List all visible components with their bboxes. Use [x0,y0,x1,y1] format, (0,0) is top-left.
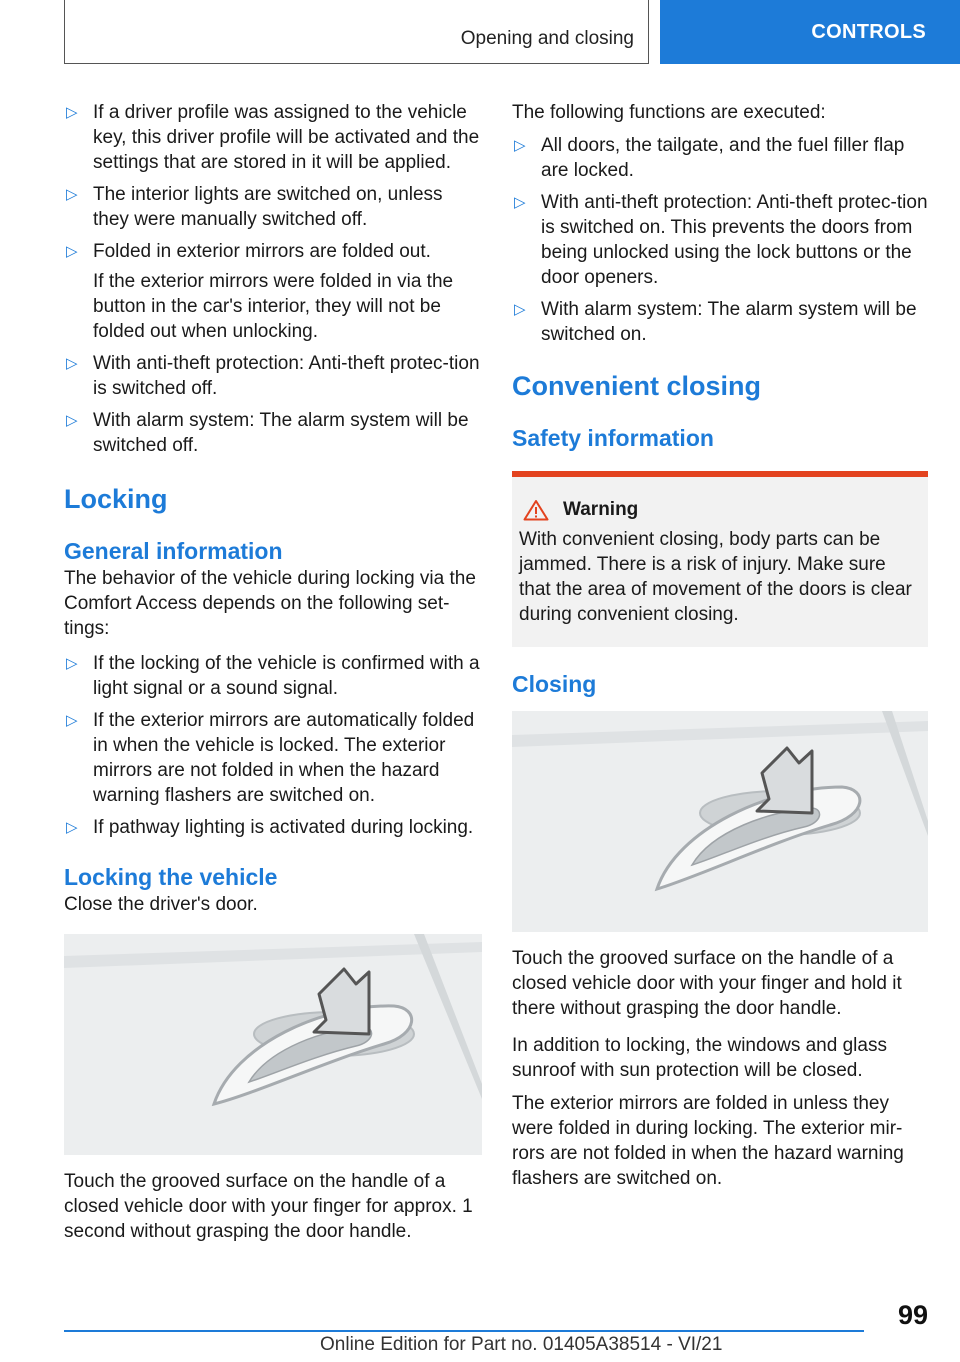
closing-handle-illustration [512,711,928,932]
locking-heading: Locking [64,484,168,514]
triangle-right-icon: ▷ [66,186,78,203]
triangle-right-icon: ▷ [66,412,78,429]
triangle-right-icon: ▷ [66,655,78,672]
list-item: ▷ With anti-theft protection: Anti-theft protec-tion is switched off. [66,353,480,399]
warning-header [519,499,914,521]
door-handle-illustration [64,934,482,1155]
locking-settings-list [64,651,482,840]
header-section-box [64,0,649,64]
left-column [64,100,482,1244]
unlock-effects-list [64,100,482,264]
triangle-right-icon: ▷ [514,137,526,154]
general-info-text: The behavior of the vehicle during locking via the Comfort Access depends on the following set-tings: [64,568,476,639]
page-number: 99 [897,1300,928,1330]
list-item: ▷ Folded in exterior mirrors are folded out. [66,241,431,262]
functions-intro: The following functions are executed: [512,102,826,123]
door-handle-figure [64,934,482,1155]
list-item: ▷ If the exterior mirrors are automatically folded in when the vehicle is locked. The exterior mirrors are not folded in when the hazard warning flashers are switched on. [66,710,475,806]
triangle-right-icon: ▷ [66,712,78,729]
list-item: ▷ If a driver profile was assigned to the vehicle key, this driver profile will be activated and the settings that are stored in it will be applied. [66,102,480,173]
warning-triangle-icon [523,499,549,521]
list-item: ▷ With alarm system: The alarm system will be switched on. [514,299,917,345]
safety-info-heading: Safety information [512,425,714,451]
right-column [512,100,928,1191]
mirror-note: If the exterior mirrors were folded in via the button in the car's interior, they will not be folded out when unlocking. [93,271,454,342]
list-item: ▷ All doors, the tailgate, and the fuel filler flap are locked. [514,135,905,181]
list-item: ▷ With anti-theft protection: Anti-theft protec-tion is switched on. This prevents the doors from being unlocked using the lock buttons or the door openers. [514,192,928,288]
triangle-right-icon: ▷ [66,243,78,260]
locking-vehicle-heading: Locking the vehicle [64,864,278,890]
list-item: ▷ With alarm system: The alarm system will be switched off. [66,410,469,456]
warning-title: Warning [563,499,639,520]
triangle-right-icon: ▷ [66,819,78,836]
triangle-right-icon: ▷ [66,355,78,372]
locking-vehicle-text: Close the driver's door. [64,894,258,915]
footer-divider [64,1330,864,1332]
list-item: ▷ If pathway lighting is activated during locking. [66,817,474,838]
list-item: ▷ The interior lights are switched on, unless they were manually switched off. [66,184,443,230]
closing-heading: Closing [512,671,597,697]
general-info-heading: General information [64,538,283,564]
closing-windows-text: In addition to locking, the windows and glass sunroof with sun protection will be closed. [512,1035,887,1081]
triangle-right-icon: ▷ [514,194,526,211]
triangle-right-icon: ▷ [66,104,78,121]
warning-box [512,471,928,647]
locking-figure-caption: Touch the grooved surface on the handle of a closed vehicle door with your finger for approx. 1 second without grasping the door handle. [64,1171,473,1242]
list-item: ▷ If the locking of the vehicle is confirmed with a light signal or a sound signal. [66,653,480,699]
lock-functions-list [512,133,928,347]
section-title: Opening and closing [460,28,634,49]
warning-text: With convenient closing, body parts can be jammed. There is a risk of injury. Make sure that the area of movement of the doors is clear during convenient closing. [519,529,912,625]
triangle-right-icon: ▷ [514,301,526,318]
edition-text: Online Edition for Part no. 01405A38514 - VI/21 [320,1334,723,1355]
closing-caption: Touch the grooved surface on the handle of a closed vehicle door with your finger and hold it there without grasping the door handle. [512,948,902,1019]
closing-figure [512,711,928,932]
convenient-closing-heading: Convenient closing [512,371,762,401]
closing-mirrors-text: The exterior mirrors are folded in unless they were folded in during locking. The exterior mir-rors are not folded in when the hazard warning flashers are switched on. [512,1093,904,1189]
chapter-tab [660,0,960,64]
unlock-effects-list-continued [64,351,482,458]
chapter-tab-label: CONTROLS [811,20,926,43]
